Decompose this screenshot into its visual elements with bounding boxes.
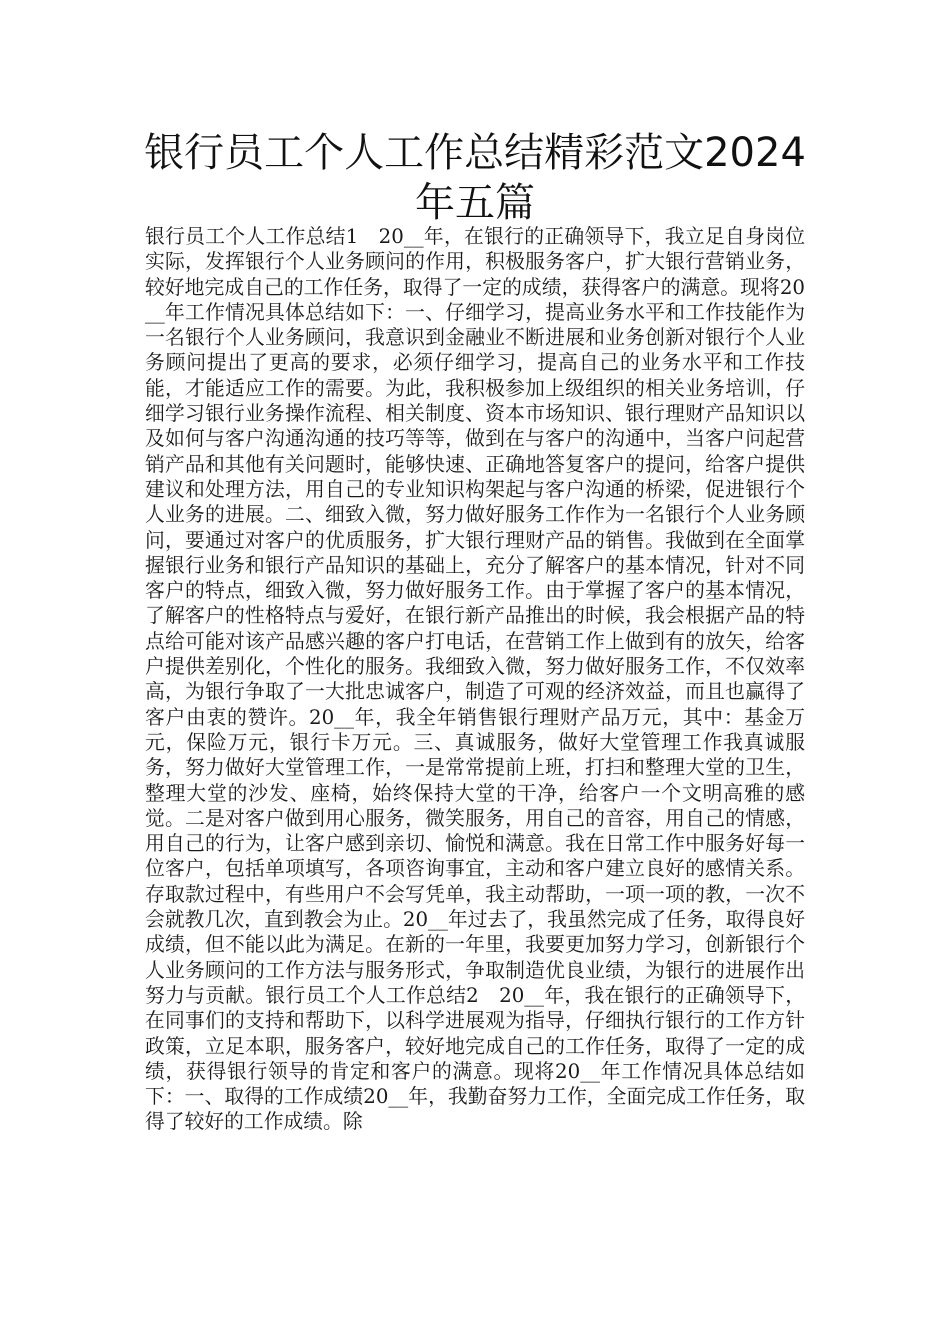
document-title: 银行员工个人工作总结精彩范文2024年五篇 bbox=[144, 130, 806, 226]
document-body: 银行员工个人工作总结1 20__年，在银行的正确领导下，我立足自身岗位实际，发挥银行个人业务顾问的作用，积极服务客户，扩大银行营销业务，较好地完成自己的工作任务，取得了一定的成绩，获得客户的满意。现将20__年工作情况具体总结如下：一、仔细学习，提高业务水平和工作技能作为一名银行个人业务顾问，我意识到金融业不断进展和业务创新对银行个人业务顾问提出了更高的要求，必须仔细学习，提高自己的业务水平和工作技能，才能适应工作的需要。为此，我积极参加上级组织的相关业务培训，仔细学习银行业务操作流程、相关制度、资本市场知识、银行理财产品知识以及如何与客户沟通沟通的技巧等等，做到在与客户的沟通中，当客户问起营销产品和其他有关问题时，能够快速、正确地答复客户的提问，给客户提供建议和处理方法，用自己的专业知识构架起与客户沟通的桥梁，促进银行个人业务的进展。二、细致入微，努力做好服务工作作为一名银行个人业务顾问，要通过对客户的优质服务，扩大银行理财产品的销售。我做到在全面掌握银行业务和银行产品知识的基础上，充分了解客户的基本情况，针对不同客户的特点，细致入微，努力做好服务工作。由于掌握了客户的基本情况，了解客户的性格特点与爱好，在银行新产品推出的时候，我会根据产品的特点给可能对该产品感兴趣的客户打电话，在营销工作上做到有的放矢，给客户提供差别化，个性化的服务。我细致入微，努力做好服务工作，不仅效率高，为银行争取了一大批忠诚客户，制造了可观的经济效益，而且也赢得了客户由衷的赞许。20__年，我全年销售银行理财产品万元，其中：基金万元，保险万元，银行卡万元。三、真诚服务，做好大堂管理工作我真诚服务，努力做好大堂管理工作，一是常常提前上班，打扫和整理大堂的卫生，整理大堂的沙发、座椅，始终保持大堂的干净，给客户一个文明高雅的感觉。二是对客户做到用心服务，微笑服务，用自己的音容，用自己的情感，用自己的行为，让客户感到亲切、愉悦和满意。我在日常工作中服务好每一位客户，包括单项填写，各项咨询事宜，主动和客户建立良好的感情关系。存取款过程中，有些用户不会写凭单，我主动帮助，一项一项的教，一次不会就教几次，直到教会为止。20__年过去了，我虽然完成了任务，取得良好成绩，但不能以此为满足。在新的一年里，我要更加努力学习，创新银行个人业务顾问的工作方法与服务形式，争取制造优良业绩，为银行的进展作出努力与贡献。银行员工个人工作总结2 20__年，我在银行的正确领导下，在同事们的支持和帮助下，以科学进展观为指导，仔细执行银行的工作方针政策，立足本职，服务客户，较好地完成自己的工作任务，取得了一定的成绩，获得银行领导的肯定和客户的满意。现将20__年工作情况具体总结如下：一、取得的工作成绩20__年，我勤奋努力工作，全面完成工作任务，取得了较好的工作成绩。除 bbox=[145, 225, 805, 1134]
